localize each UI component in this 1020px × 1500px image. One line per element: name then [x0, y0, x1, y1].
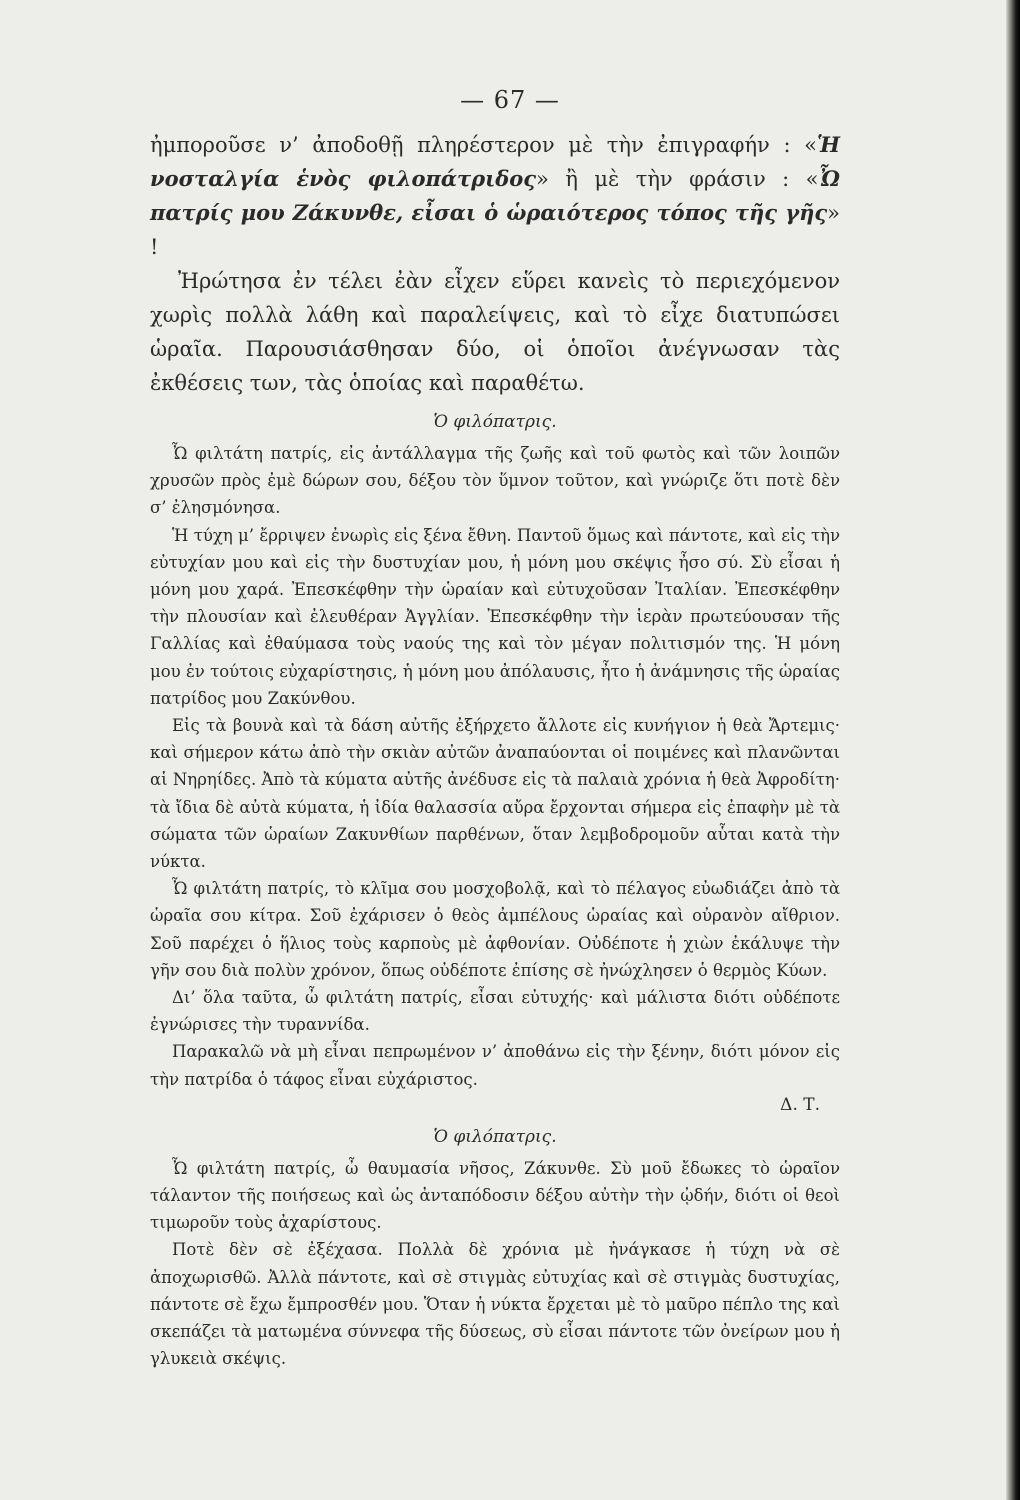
- intro-title-1: Ἡ νοσταλγία ἑνὸς φιλοπάτριδος: [150, 132, 840, 191]
- essay-1-paragraph: Ὦ φιλτάτη πατρίς, εἰς ἀντάλλαγμα τῆς ζωῆς καὶ τοῦ φωτὸς καὶ τῶν λοιπῶν χρυσῶν πρὸς ἐμὲ δώρων σου, δέξου τὸν ὕμνον τοῦτον, καὶ γνώριζε ὅτι ποτὲ δὲν σ’ ἐλησμόνησα.: [150, 444, 840, 518]
- essay-2: [150, 1127, 840, 1373]
- intro-title-2: Ὦ πατρίς μου Ζάκυνθε, εἶσαι ὁ ὡραιότερος τόπος τῆς γῆς: [150, 166, 841, 225]
- essay-1-paragraph: Δι’ ὅλα ταῦτα, ὦ φιλτάτη πατρίς, εἶσαι εὐτυχής· καὶ μάλιστα διότι οὐδέποτε ἐγνώρισες τὴν τυραννίδα.: [150, 988, 840, 1035]
- essay-1-paragraph: Παρακαλῶ νὰ μὴ εἶναι πεπρωμένον ν’ ἀποθάνω εἰς τὴν ξένην, διότι μόνον εἰς τὴν πατρίδα ὁ τάφος εἶναι εὐχάριστος.: [150, 1042, 840, 1089]
- essay-1: [150, 412, 840, 1115]
- page-body: [150, 128, 840, 1373]
- essay-1-paragraph: Ἡ τύχη μ’ ἔρριψεν ἐνωρὶς εἰς ξένα ἔθνη. Παντοῦ ὅμως καὶ πάντοτε, καὶ εἰς τὴν εὐτυχίαν μου καὶ εἰς τὴν δυστυχίαν μου, ἡ μόνη μου σκέψις ἦσο σύ. Σὺ εἶσαι ἡ μόνη μου χαρά. Ἐπεσκέφθην τὴν ὡραίαν καὶ εὐτυχοῦσαν Ἰταλίαν. Ἐπεσκέφθην τὴν πλουσίαν καὶ ἐλευθέραν Ἀγγλίαν. Ἐπεσκέφθην τὴν ἱερὰν πρωτεύουσαν τῆς Γαλλίας καὶ ἐθαύμασα τοὺς ναούς της καὶ τὸν μέγαν πολιτισμόν της. Ἡ μόνη μου ἐν τούτοις εὐχαρίστησις, ἡ μόνη μου ἀπόλαυσις, ἦτο ἡ ἀνάμνησις τῆς ὡραίας πατρίδος μου Ζακύνθου.: [150, 525, 840, 708]
- intro-paragraph-2: Ἠρώτησα ἐν τέλει ἐὰν εἶχεν εὕρει κανεὶς τὸ περιεχόμενον χωρὶς πολλὰ λάθη καὶ παραλείψεις, καὶ τὸ εἶχε διατυπώσει ὡραῖα. Παρουσιάσθησαν δύο, οἱ ὁποῖοι ἀνέγνωσαν τὰς ἐκθέσεις των, τὰς ὁποίας καὶ παραθέτω.: [150, 269, 840, 395]
- essay-2-paragraph: Ὦ φιλτάτη πατρίς, ὦ θαυμασία νῆσος, Ζάκυνθε. Σὺ μοῦ ἔδωκες τὸ ὡραῖον τάλαντον τῆς ποιήσεως καὶ ὡς ἀνταπόδοσιν δέξου αὐτὴν τὴν ᾠδήν, διότι οἱ θεοὶ τιμωροῦν τοὺς ἀχαρίστους.: [150, 1158, 840, 1233]
- essay-2-paragraph: Ποτὲ δὲν σὲ ἐξέχασα. Πολλὰ δὲ χρόνια μὲ ἠνάγκασε ἡ τύχη νὰ σὲ ἀποχωρισθῶ. Ἀλλὰ πάντοτε, καὶ σὲ στιγμὰς εὐτυχίας καὶ σὲ στιγμὰς δυστυχίας, πάντοτε σὲ ἔχω ἔμπροσθέν μου. Ὅταν ἡ νύκτα ἔρχεται μὲ τὸ μαῦρο πέπλο της καὶ σκεπάζει τὰ ματωμένα σύννεφα τῆς δύσεως, σὺ εἶσαι πάντοτε τῶν ὀνείρων μου ἡ γλυκειὰ σκέψις.: [150, 1240, 840, 1369]
- intro-text: [150, 128, 840, 400]
- essay-1-paragraph: Εἰς τὰ βουνὰ καὶ τὰ δάση αὐτῆς ἐξήρχετο ἄλλοτε εἰς κυνήγιον ἡ θεὰ Ἄρτεμις· καὶ σήμερον κάτω ἀπὸ τὴν σκιὰν αὐτῶν ἀναπαύονται οἱ ποιμένες καὶ πλανῶνται αἱ Νηρηίδες. Ἀπὸ τὰ κύματα αὐτῆς ἀνέδυσε εἰς τὰ παλαιὰ χρόνια ἡ θεὰ Ἀφροδίτη· τὰ ἴδια δὲ αὐτὰ κύματα, ἡ ἰδία θαλασσία αὔρα ἔρχονται σήμερα εἰς ἐπαφὴν μὲ τὰ σώματα τῶν ὡραίων Ζακυνθίων παρθένων, ὅταν λεμβοδρομοῦν αὗται κατὰ τὴν νύκτα.: [150, 716, 840, 872]
- intro-line-mid: » ἢ μὲ τὴν φράσιν : «: [536, 167, 819, 191]
- essay-1-paragraph: Ὦ φιλτάτη πατρίς, τὸ κλῖμα σου μοσχοβολᾷ, καὶ τὸ πέλαγος εὐωδιάζει ἀπὸ τὰ ὡραῖα σου κίτρα. Σοῦ ἐχάρισεν ὁ θεὸς ἀμπέλους ὡραίας καὶ οὐρανὸν αἴθριον. Σοῦ παρέχει ὁ ἥλιος τοὺς καρποὺς μὲ ἀφθονίαν. Οὐδέποτε ἡ χιὼν ἐκάλυψε τὴν γῆν σου διὰ πολὺν χρόνον, ὅπως οὐδέποτε ἐπίσης σὲ ἠνώχλησεν ὁ θερμὸς Κύων.: [150, 879, 840, 980]
- intro-paragraph-1: [150, 128, 840, 264]
- page-number: — 67 —: [460, 86, 560, 114]
- essay-1-heading: Ὁ φιλόπατρις.: [433, 412, 557, 432]
- essay-2-heading: Ὁ φιλόπατρις.: [433, 1126, 557, 1147]
- intro-line-start: ἠμποροῦσε ν’ ἀποδοθῇ πληρέστερον μὲ τὴν ἐπιγραφήν : «: [150, 133, 818, 157]
- intro-line-end: » !: [150, 201, 840, 259]
- scan-dark-edge: [1006, 0, 1020, 1500]
- essay-1-signature: Δ. Τ.: [780, 1094, 820, 1115]
